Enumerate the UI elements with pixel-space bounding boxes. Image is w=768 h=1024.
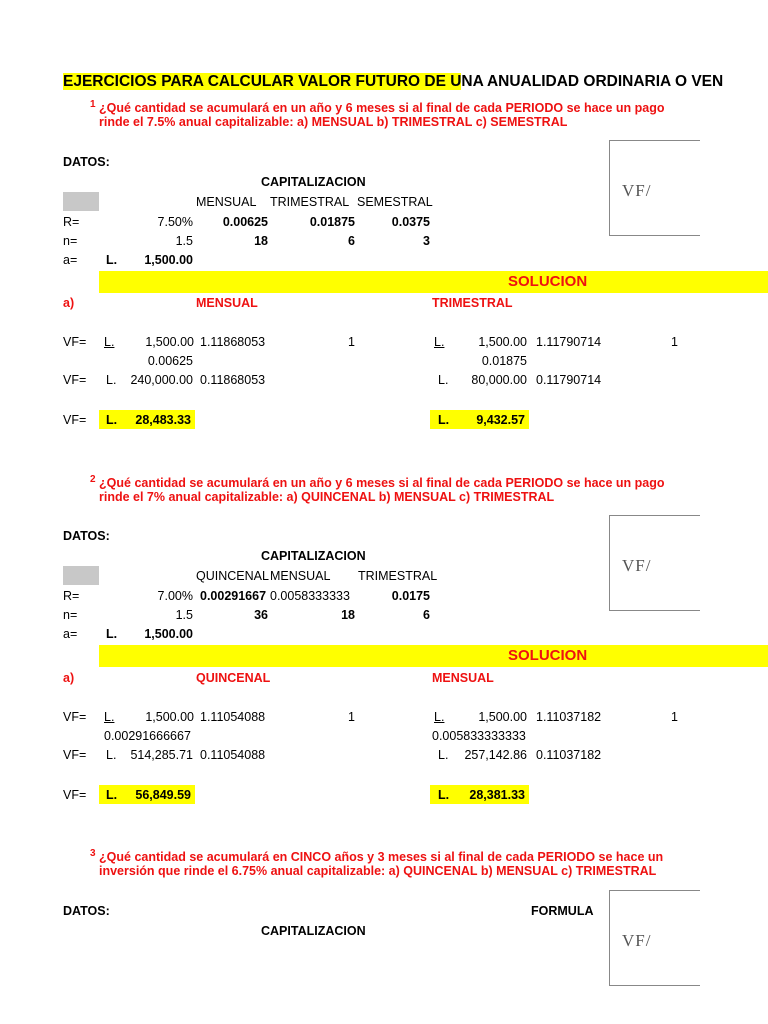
ex3-question-line2: inversión que rinde el 6.75% anual capitalizable: a) QUINCENAL b) MENSUAL c) TRIMESTRAL: [99, 864, 657, 878]
ex1-r-label: R=: [63, 215, 80, 229]
ex1-a-currency: L.: [106, 253, 118, 267]
ex1-n-value: 1.5: [175, 234, 193, 248]
ex1-left-head: MENSUAL: [196, 296, 258, 310]
ex2-n-value: 1.5: [175, 608, 193, 622]
ex2-right-res-cur: L.: [438, 788, 450, 802]
ex2-r-val-3: 0.0175: [391, 589, 430, 603]
ex2-n-val-2: 18: [341, 608, 355, 622]
ex2-question-line2: rinde el 7% anual capitalizable: a) QUINCENAL b) MENSUAL c) TRIMESTRAL: [99, 490, 555, 504]
ex1-cap-header: CAPITALIZACION: [261, 175, 366, 189]
ex2-datos-label: DATOS:: [63, 529, 110, 543]
ex3-formula-label: FORMULA: [531, 904, 594, 918]
ex2-solution-band: SOLUCION: [99, 645, 768, 667]
ex1-head-2: TRIMESTRAL: [270, 195, 350, 209]
ex1-left-factor2: 0.11868053: [200, 373, 266, 387]
ex2-part-a: a): [63, 671, 75, 685]
ex2-vf-label-1: VF=: [63, 710, 87, 724]
ex2-left-cur2: L.: [106, 748, 117, 762]
ex3-formula-image: VF/: [609, 890, 700, 986]
ex1-r-val-2: 0.01875: [309, 215, 355, 229]
ex1-r-val-3: 0.0375: [391, 215, 430, 229]
ex2-left-div: 514,285.71: [130, 748, 193, 762]
ex3-cap-header: CAPITALIZACION: [261, 924, 366, 938]
ex1-left-div: 240,000.00: [130, 373, 193, 387]
ex2-r-val-2: 0.0058333333: [270, 589, 350, 603]
ex2-head-3: TRIMESTRAL: [358, 569, 438, 583]
ex2-right-result: 28,381.33: [469, 788, 525, 802]
ex1-formula-image: VF/: [609, 140, 700, 236]
ex2-right-cur2: L.: [438, 748, 449, 762]
ex2-right-factor: 1.11037182: [536, 710, 602, 724]
ex1-right-result: 9,432.57: [476, 413, 525, 427]
ex1-head-1: MENSUAL: [196, 195, 257, 209]
ex1-question-line2: rinde el 7.5% anual capitalizable: a) MENSUAL b) TRIMESTRAL c) SEMESTRAL: [99, 115, 568, 129]
ex1-right-res-cur: L.: [438, 413, 450, 427]
ex1-head-3: SEMESTRAL: [357, 195, 433, 209]
ex1-right-den: 0.01875: [481, 354, 527, 368]
ex1-n-label: n=: [63, 234, 78, 248]
ex2-left-result: 56,849.59: [135, 788, 191, 802]
ex1-solution-band: SOLUCION: [99, 271, 768, 293]
ex1-vf-label-2: VF=: [63, 373, 87, 387]
ex2-n-val-3: 6: [423, 608, 430, 622]
ex2-a-label: a=: [63, 627, 78, 641]
ex1-a-value: 1,500.00: [144, 253, 193, 267]
ex1-left-num: L. 1,500.00: [104, 335, 194, 349]
ex1-r-value: 7.50%: [157, 215, 193, 229]
ex1-right-one: 1: [671, 335, 678, 349]
ex2-vf-label-3: VF=: [63, 788, 87, 802]
ex1-r-val-1: 0.00625: [222, 215, 268, 229]
ex2-head-2: MENSUAL: [270, 569, 331, 583]
ex1-question: $^1$ ¿Qué cantidad se acumulará en un año y 6 meses si al final de cada PERIODO se hace un pago: [90, 99, 665, 116]
ex2-left-num: L. 1,500.00: [104, 710, 194, 724]
ex2-formula-image: VF/: [609, 515, 700, 611]
ex2-right-factor2: 0.11037182: [536, 748, 602, 762]
ex1-right-num: L. 1,500.00: [434, 335, 527, 349]
ex3-question: $^3$ ¿Qué cantidad se acumulará en CINCO años y 3 meses si al final de cada PERIODO se hace un: [90, 848, 664, 865]
ex2-right-div: 257,142.86: [464, 748, 527, 762]
ex2-r-label: R=: [63, 589, 80, 603]
ex1-right-div: 80,000.00: [471, 373, 527, 387]
ex2-left-factor2: 0.11054088: [200, 748, 266, 762]
ex2-a-value: 1,500.00: [144, 627, 193, 641]
ex1-datos-label: DATOS:: [63, 155, 110, 169]
ex1-n-val-1: 18: [254, 234, 268, 248]
ex2-left-res-cur: L.: [106, 788, 118, 802]
ex2-right-head: MENSUAL: [432, 671, 494, 685]
ex1-left-res-cur: L.: [106, 413, 118, 427]
ex2-r-value: 7.00%: [157, 589, 193, 603]
ex2-left-head: QUINCENAL: [196, 671, 271, 685]
ex1-part-a: a): [63, 296, 75, 310]
ex2-grey-cell: [63, 566, 99, 585]
ex1-right-factor: 1.11790714: [536, 335, 602, 349]
ex2-cap-header: CAPITALIZACION: [261, 549, 366, 563]
ex2-left-one: 1: [348, 710, 355, 724]
ex1-n-val-2: 6: [348, 234, 355, 248]
ex1-a-label: a=: [63, 253, 78, 267]
ex2-r-val-1: 0.00291667: [200, 589, 267, 603]
ex2-a-currency: L.: [106, 627, 118, 641]
ex2-left-factor: 1.11054088: [200, 710, 266, 724]
ex1-left-factor: 1.11868053: [200, 335, 266, 349]
ex2-n-label: n=: [63, 608, 78, 622]
ex1-n-val-3: 3: [423, 234, 430, 248]
ex2-right-one: 1: [671, 710, 678, 724]
ex2-right-num: L. 1,500.00: [434, 710, 527, 724]
ex1-grey-cell: [63, 192, 99, 211]
ex2-left-den: 0.00291666667: [104, 729, 191, 743]
ex1-right-head: TRIMESTRAL: [432, 296, 513, 310]
ex1-right-factor2: 0.11790714: [536, 373, 602, 387]
ex2-n-val-1: 36: [254, 608, 268, 622]
ex3-datos-label: DATOS:: [63, 904, 110, 918]
ex1-left-one: 1: [348, 335, 355, 349]
ex2-right-den: 0.005833333333: [432, 729, 526, 743]
ex1-left-cur2: L.: [106, 373, 117, 387]
ex2-vf-label-2: VF=: [63, 748, 87, 762]
ex2-head-1: QUINCENAL: [196, 569, 269, 583]
ex1-left-result: 28,483.33: [135, 413, 191, 427]
ex1-vf-label-1: VF=: [63, 335, 87, 349]
ex1-right-cur2: L.: [438, 373, 449, 387]
ex1-left-den: 0.00625: [147, 354, 193, 368]
page-title: EJERCICIOS PARA CALCULAR VALOR FUTURO DE UNA ANUALIDAD ORDINARIA O VEN: [63, 73, 724, 90]
ex2-question: $^2$ ¿Qué cantidad se acumulará en un año y 6 meses si al final de cada PERIODO se hace un pago: [90, 474, 665, 491]
ex1-vf-label-3: VF=: [63, 413, 87, 427]
